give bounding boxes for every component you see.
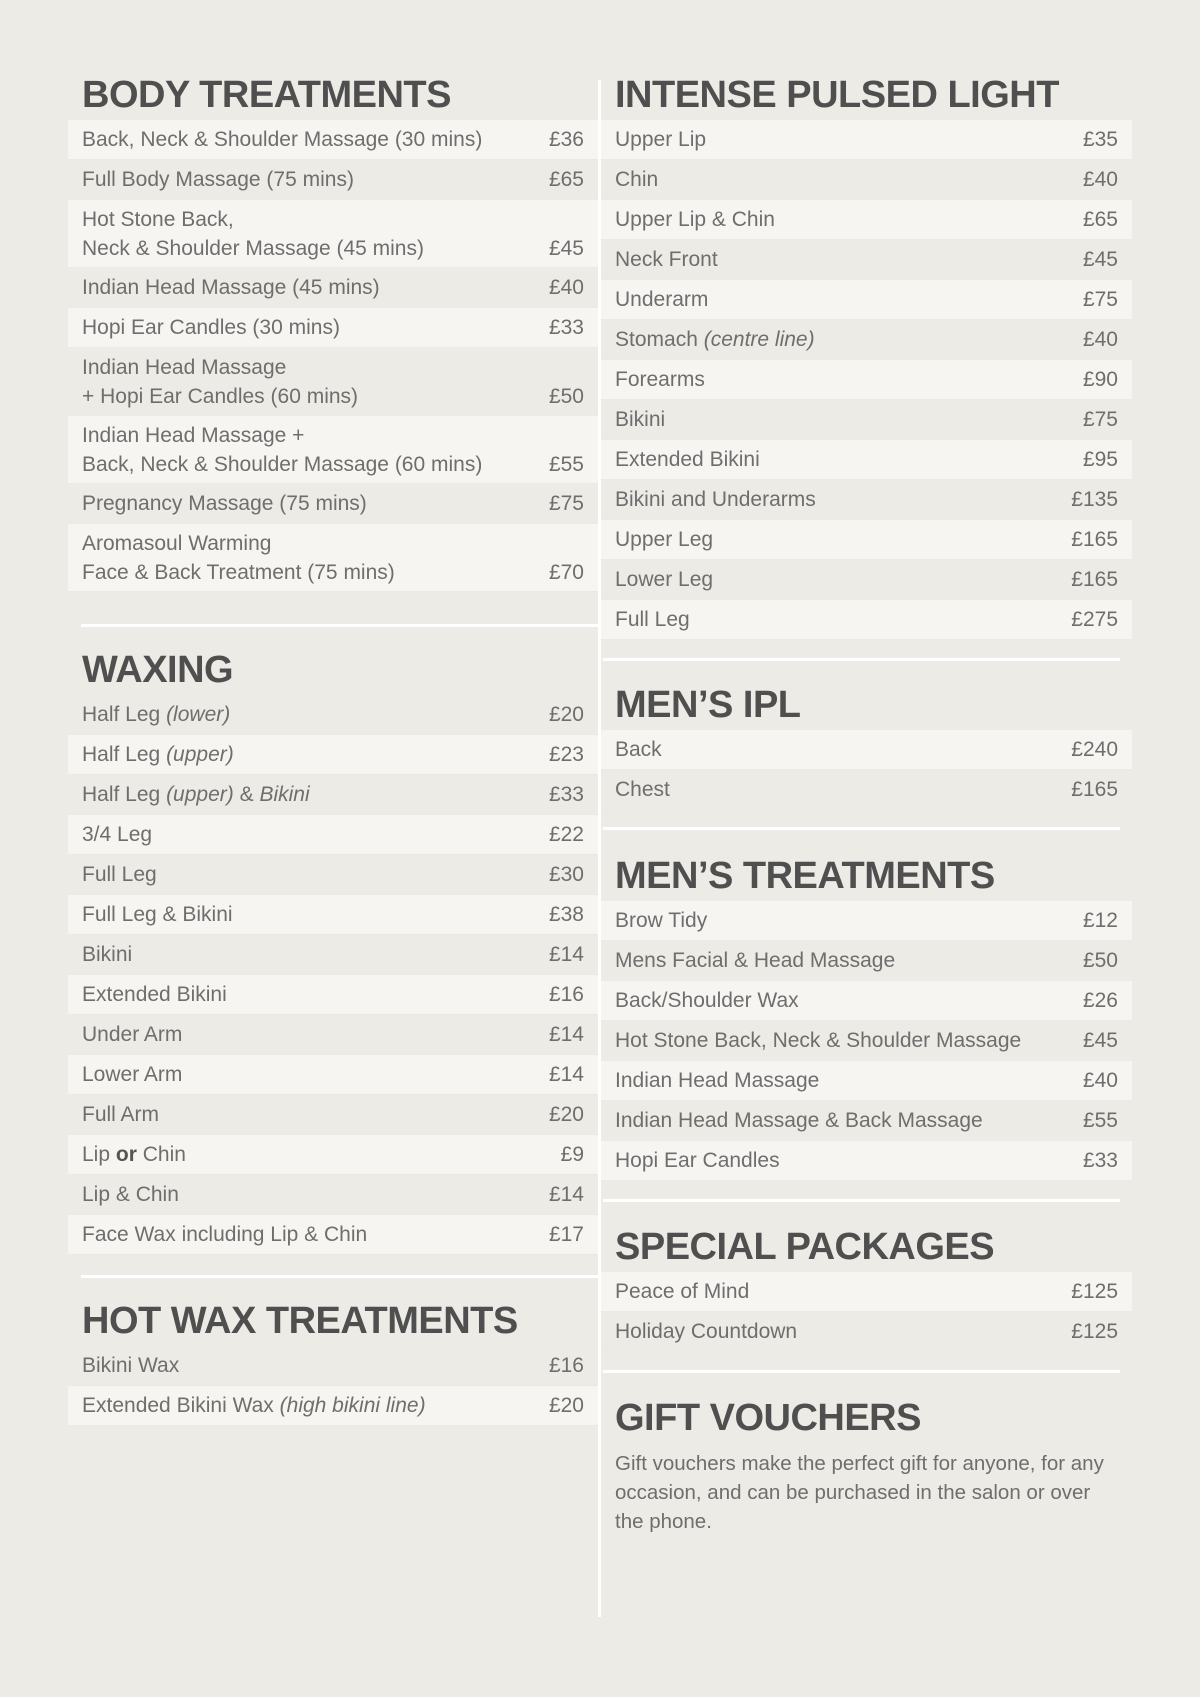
item-name-line: Indian Head Massage bbox=[82, 356, 287, 379]
price-row bbox=[601, 1101, 1132, 1141]
item-name-text: Half Leg bbox=[82, 783, 161, 806]
price-row bbox=[601, 730, 1132, 770]
price-row bbox=[68, 416, 598, 484]
item-price: £33 bbox=[1082, 1149, 1118, 1172]
price-row bbox=[601, 600, 1132, 640]
price-row bbox=[68, 160, 598, 200]
section-title: SPECIAL PACKAGES bbox=[615, 1226, 995, 1268]
item-price: £45 bbox=[1082, 1029, 1118, 1052]
item-price: £125 bbox=[1071, 1320, 1118, 1343]
price-row bbox=[68, 1175, 598, 1215]
item-price: £33 bbox=[548, 316, 584, 339]
item-name: Extended Bikini bbox=[615, 448, 760, 471]
item-name bbox=[82, 700, 230, 729]
item-name: Brow Tidy bbox=[615, 909, 708, 932]
item-name: Upper Lip bbox=[615, 128, 707, 151]
price-row bbox=[601, 901, 1132, 941]
item-price: £40 bbox=[1082, 328, 1118, 351]
item-price: £20 bbox=[548, 1394, 584, 1417]
item-name: Back/Shoulder Wax bbox=[615, 989, 799, 1012]
item-name: Full Arm bbox=[82, 1103, 160, 1126]
price-row bbox=[68, 1055, 598, 1095]
price-row bbox=[601, 400, 1132, 440]
section-title: HOT WAX TREATMENTS bbox=[82, 1300, 518, 1342]
item-name: Extended Bikini bbox=[82, 983, 227, 1006]
section-divider bbox=[603, 827, 1120, 830]
item-price: £12 bbox=[1082, 909, 1118, 932]
item-price: £90 bbox=[1082, 368, 1118, 391]
section-waxing bbox=[68, 645, 598, 1255]
price-row bbox=[601, 981, 1132, 1021]
item-price: £50 bbox=[1082, 949, 1118, 972]
item-name bbox=[82, 421, 482, 479]
price-row bbox=[68, 975, 598, 1015]
price-row bbox=[68, 895, 598, 935]
item-name: Bikini Wax bbox=[82, 1354, 180, 1377]
item-price: £14 bbox=[548, 1063, 584, 1086]
price-row bbox=[68, 200, 598, 268]
gift-voucher-line: occasion, and can be purchased in the salon or over bbox=[615, 1481, 1091, 1504]
gift-voucher-text bbox=[601, 1443, 1132, 1536]
section-mens-treatments bbox=[601, 851, 1132, 1181]
item-name: Back bbox=[615, 738, 662, 761]
price-row bbox=[68, 1215, 598, 1255]
item-name: Bikini and Underarms bbox=[615, 488, 816, 511]
item-price: £95 bbox=[1082, 448, 1118, 471]
item-name: Back, Neck & Shoulder Massage (30 mins) bbox=[82, 128, 483, 151]
item-name-join: & bbox=[239, 783, 254, 806]
price-row bbox=[68, 695, 598, 735]
item-price: £40 bbox=[1082, 168, 1118, 191]
item-name-text: Half Leg bbox=[82, 743, 161, 766]
item-name: Chin bbox=[615, 168, 659, 191]
item-name: Mens Facial & Head Massage bbox=[615, 949, 896, 972]
item-name-text: Extended Bikini Wax bbox=[82, 1394, 274, 1417]
price-row bbox=[601, 520, 1132, 560]
item-name: Full Leg & Bikini bbox=[82, 903, 233, 926]
item-price: £20 bbox=[548, 703, 584, 726]
item-price: £33 bbox=[548, 783, 584, 806]
item-name bbox=[82, 740, 234, 769]
price-row bbox=[601, 1312, 1132, 1352]
item-name bbox=[82, 205, 424, 263]
item-price: £55 bbox=[1082, 1109, 1118, 1132]
item-name bbox=[615, 325, 815, 354]
price-row bbox=[68, 484, 598, 524]
item-price: £36 bbox=[548, 128, 584, 151]
item-name: Underarm bbox=[615, 288, 709, 311]
section-divider bbox=[81, 624, 598, 627]
price-row bbox=[601, 280, 1132, 320]
item-name-line: + Hopi Ear Candles (60 mins) bbox=[82, 385, 359, 408]
item-name-text: Lip bbox=[82, 1143, 111, 1166]
item-price: £125 bbox=[1071, 1280, 1118, 1303]
item-price: £14 bbox=[548, 1183, 584, 1206]
item-name-line: Face & Back Treatment (75 mins) bbox=[82, 561, 395, 584]
price-row bbox=[601, 200, 1132, 240]
section-ipl bbox=[601, 70, 1132, 640]
item-name: Lip & Chin bbox=[82, 1183, 179, 1206]
item-name: Bikini bbox=[615, 408, 666, 431]
item-name: Face Wax including Lip & Chin bbox=[82, 1223, 368, 1246]
item-price: £40 bbox=[1082, 1069, 1118, 1092]
section-hot-wax bbox=[68, 1296, 598, 1426]
item-name: Indian Head Massage bbox=[615, 1069, 820, 1092]
item-price: £35 bbox=[1082, 128, 1118, 151]
item-name-text: Stomach bbox=[615, 328, 698, 351]
item-note: (lower) bbox=[166, 703, 231, 726]
item-price: £17 bbox=[548, 1223, 584, 1246]
item-name: Lower Leg bbox=[615, 568, 714, 591]
item-name: 3/4 Leg bbox=[82, 823, 153, 846]
section-body-treatments bbox=[68, 70, 598, 592]
price-row bbox=[601, 1272, 1132, 1312]
item-price: £20 bbox=[548, 1103, 584, 1126]
price-row bbox=[68, 308, 598, 348]
item-price: £38 bbox=[548, 903, 584, 926]
section-divider bbox=[81, 1275, 598, 1278]
price-row bbox=[68, 120, 598, 160]
price-row bbox=[601, 240, 1132, 280]
item-name-text: Half Leg bbox=[82, 703, 161, 726]
item-name: Peace of Mind bbox=[615, 1280, 750, 1303]
item-name: Hopi Ear Candles (30 mins) bbox=[82, 316, 340, 339]
item-name-bold: or bbox=[115, 1143, 137, 1166]
item-price: £75 bbox=[548, 492, 584, 515]
section-title: GIFT VOUCHERS bbox=[615, 1397, 921, 1439]
item-price: £75 bbox=[1082, 288, 1118, 311]
item-name: Bikini bbox=[82, 943, 133, 966]
item-name-line: Aromasoul Warming bbox=[82, 532, 272, 555]
price-row bbox=[68, 815, 598, 855]
price-row bbox=[68, 855, 598, 895]
price-row bbox=[601, 941, 1132, 981]
item-name: Upper Lip & Chin bbox=[615, 208, 775, 231]
price-row bbox=[601, 320, 1132, 360]
item-name: Hot Stone Back, Neck & Shoulder Massage bbox=[615, 1029, 1022, 1052]
item-price: £45 bbox=[548, 237, 584, 260]
price-row bbox=[68, 1346, 598, 1386]
item-price: £22 bbox=[548, 823, 584, 846]
item-name: Forearms bbox=[615, 368, 705, 391]
item-name-line: Hot Stone Back, bbox=[82, 208, 234, 231]
item-name bbox=[82, 1391, 426, 1420]
price-row bbox=[601, 360, 1132, 400]
section-divider bbox=[603, 1199, 1120, 1202]
price-row bbox=[68, 268, 598, 308]
item-name: Indian Head Massage & Back Massage bbox=[615, 1109, 983, 1132]
item-price: £65 bbox=[548, 168, 584, 191]
price-row bbox=[68, 1135, 598, 1175]
price-row bbox=[68, 935, 598, 975]
price-row bbox=[68, 348, 598, 416]
price-row bbox=[68, 735, 598, 775]
item-name bbox=[82, 353, 358, 411]
section-gift-vouchers bbox=[601, 1393, 1132, 1536]
item-price: £50 bbox=[548, 385, 584, 408]
price-row bbox=[601, 770, 1132, 810]
item-price: £14 bbox=[548, 943, 584, 966]
item-price: £16 bbox=[548, 983, 584, 1006]
item-price: £16 bbox=[548, 1354, 584, 1377]
item-note: (upper) bbox=[166, 743, 234, 766]
price-row bbox=[601, 440, 1132, 480]
section-divider bbox=[603, 658, 1120, 661]
price-row bbox=[68, 1095, 598, 1135]
item-price: £240 bbox=[1071, 738, 1118, 761]
item-price: £40 bbox=[548, 276, 584, 299]
price-row bbox=[68, 1015, 598, 1055]
gift-voucher-line: Gift vouchers make the perfect gift for anyone, for any bbox=[615, 1452, 1104, 1475]
price-row bbox=[601, 1021, 1132, 1061]
price-row bbox=[601, 1141, 1132, 1181]
item-price: £165 bbox=[1071, 778, 1118, 801]
item-name-line: Indian Head Massage + bbox=[82, 424, 305, 447]
item-price: £75 bbox=[1082, 408, 1118, 431]
item-price: £14 bbox=[548, 1023, 584, 1046]
item-note: Bikini bbox=[259, 783, 310, 806]
item-price: £9 bbox=[560, 1143, 584, 1166]
section-divider bbox=[603, 1370, 1120, 1373]
price-row bbox=[601, 480, 1132, 520]
price-row bbox=[68, 1386, 598, 1426]
item-name bbox=[82, 780, 310, 809]
item-price: £26 bbox=[1082, 989, 1118, 1012]
item-name: Under Arm bbox=[82, 1023, 183, 1046]
price-row bbox=[601, 1061, 1132, 1101]
item-price: £55 bbox=[548, 453, 584, 476]
price-row bbox=[68, 524, 598, 592]
item-name: Indian Head Massage (45 mins) bbox=[82, 276, 380, 299]
section-mens-ipl bbox=[601, 680, 1132, 810]
item-price: £30 bbox=[548, 863, 584, 886]
section-title: MEN’S TREATMENTS bbox=[615, 855, 995, 897]
item-name bbox=[82, 1140, 186, 1169]
gift-voucher-line: the phone. bbox=[615, 1510, 712, 1533]
item-note: (upper) bbox=[166, 783, 234, 806]
price-row bbox=[601, 120, 1132, 160]
price-row bbox=[68, 775, 598, 815]
price-row bbox=[601, 560, 1132, 600]
item-name: Full Body Massage (75 mins) bbox=[82, 168, 354, 191]
item-name: Full Leg bbox=[615, 608, 690, 631]
item-name: Upper Leg bbox=[615, 528, 714, 551]
item-price: £135 bbox=[1071, 488, 1118, 511]
item-price: £65 bbox=[1082, 208, 1118, 231]
item-name: Hopi Ear Candles bbox=[615, 1149, 780, 1172]
item-price: £165 bbox=[1071, 568, 1118, 591]
item-name-line: Back, Neck & Shoulder Massage (60 mins) bbox=[82, 453, 483, 476]
item-name: Holiday Countdown bbox=[615, 1320, 798, 1343]
item-price: £165 bbox=[1071, 528, 1118, 551]
item-name: Pregnancy Massage (75 mins) bbox=[82, 492, 367, 515]
item-name-text: Chin bbox=[142, 1143, 186, 1166]
section-title: BODY TREATMENTS bbox=[82, 74, 451, 116]
item-price: £23 bbox=[548, 743, 584, 766]
item-price: £45 bbox=[1082, 248, 1118, 271]
item-price: £70 bbox=[548, 561, 584, 584]
section-title: INTENSE PULSED LIGHT bbox=[615, 74, 1059, 116]
item-name-line: Neck & Shoulder Massage (45 mins) bbox=[82, 237, 424, 260]
section-title: WAXING bbox=[82, 649, 234, 691]
item-name: Neck Front bbox=[615, 248, 718, 271]
item-name: Full Leg bbox=[82, 863, 157, 886]
item-note: (centre line) bbox=[703, 328, 815, 351]
item-name: Chest bbox=[615, 778, 670, 801]
item-name: Lower Arm bbox=[82, 1063, 183, 1086]
section-title: MEN’S IPL bbox=[615, 684, 801, 726]
price-row bbox=[601, 160, 1132, 200]
section-special-packages bbox=[601, 1222, 1132, 1352]
item-note: (high bikini line) bbox=[279, 1394, 426, 1417]
item-name bbox=[82, 529, 395, 587]
item-price: £275 bbox=[1071, 608, 1118, 631]
